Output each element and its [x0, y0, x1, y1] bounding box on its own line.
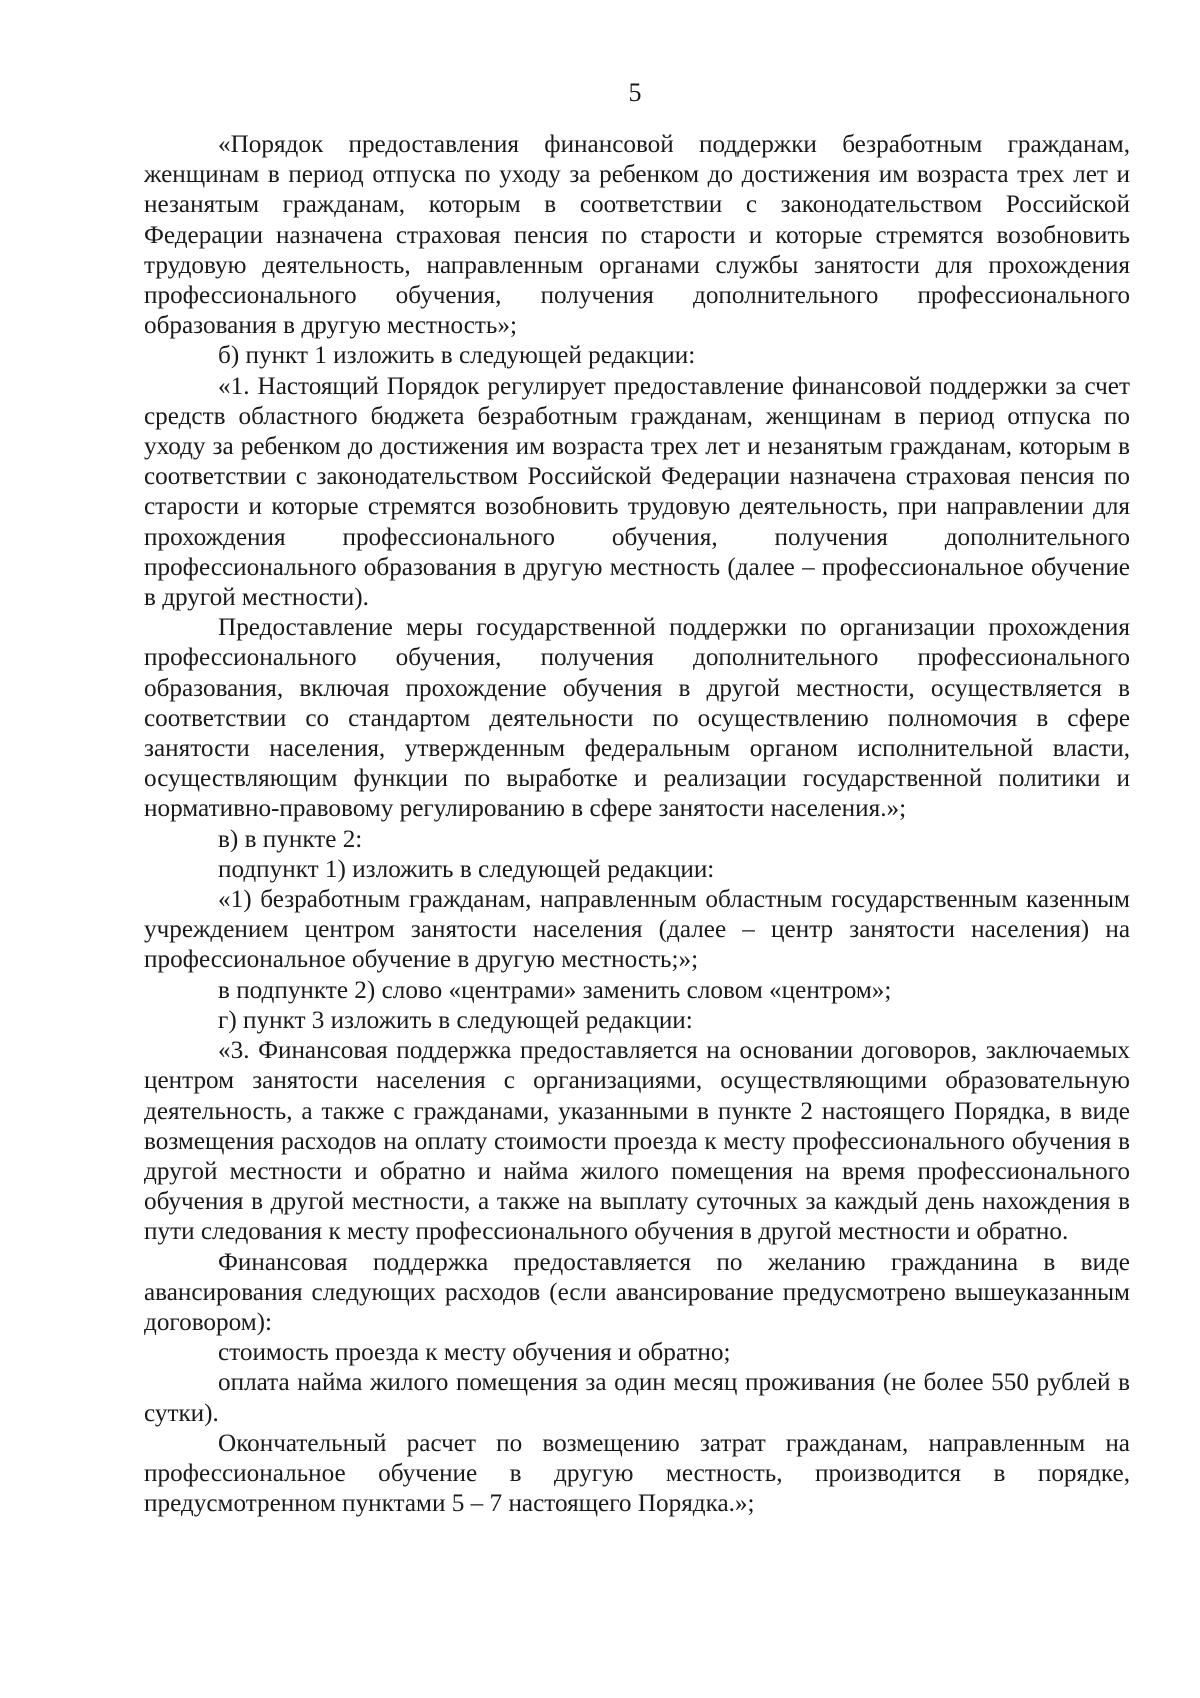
paragraph: б) пункт 1 изложить в следующей редакции:: [218, 342, 696, 370]
paragraph: «3. Финансовая поддержка предоставляется на основании договоров, заключаемых центром занятости населения с организациями, осуществляющими образовательную деятельность, а также с гражданами, указанными в пункте 2 настоящего Порядка, в виде возмещения расходов на оплату стоимости проезда к месту профессионального обучения в другой местности и обратно и найма жилого помещения на время профессионального обучения в другой местности, а также на выплату суточных за каждый день нахождения в пути следования к месту профессионального обучения в другой местности и обратно.: [144, 1037, 1130, 1246]
paragraph: «1. Настоящий Порядок регулирует предоставление финансовой поддержки за счет средств областного бюджета безработным гражданам, женщинам в период отпуска по уходу за ребенком до достижения им возраста трех лет и незанятым гражданам, которым в соответствии с законодательством Российской Федерации назначена страховая пенсия по старости и которые стремятся возобновить трудовую деятельность, при направлении для прохождения профессионального обучения, получения дополнительного профессионального образования в другую местность (далее – профессиональное обучение в другой местности).: [144, 372, 1130, 612]
paragraph: в) в пункте 2:: [218, 825, 363, 853]
paragraph: г) пункт 3 изложить в следующей редакции:: [218, 1006, 693, 1034]
paragraph: Финансовая поддержка предоставляется по желанию гражданина в виде авансирования следующих расходов (если авансирование предусмотрено вышеуказанным договором):: [144, 1248, 1130, 1336]
document-body: [144, 130, 1130, 1519]
paragraph: Окончательный расчет по возмещению затрат гражданам, направленным на профессиональное обучение в другую местность, производится в порядке, предусмотренном пунктами 5 – 7 настоящего Порядка.»;: [144, 1429, 1130, 1518]
paragraph: Предоставление меры государственной поддержки по организации прохождения профессионального обучения, получения дополнительного профессионального образования, включая прохождение обучения в другой местности, осуществляется в соответствии со стандартом деятельности по осуществлению полномочия в сфере занятости населения, утвержденным федеральным органом исполнительной власти, осуществляющим функции по выработке и реализации государственной политики и нормативно-правовому регулированию в сфере занятости населения.»;: [144, 614, 1130, 823]
paragraph: оплата найма жилого помещения за один месяц проживания (не более 550 рублей в сутки).: [144, 1369, 1130, 1427]
paragraph: «Порядок предоставления финансовой поддержки безработным гражданам, женщинам в период отпуска по уходу за ребенком до достижения им возраста трех лет и незанятым гражданам, которым в соответствии с законодательством Российской Федерации назначена страховая пенсия по старости и которые стремятся возобновить трудовую деятельность, направленным органами службы занятости для прохождения профессионального обучения, получения дополнительного профессионального образования в другую местность»;: [144, 131, 1130, 340]
page-number: 5: [628, 78, 642, 107]
paragraph: в подпункте 2) слово «центрами» заменить словом «центром»;: [218, 976, 892, 1004]
paragraph: «1) безработным гражданам, направленным областным государственным казенным учреждением центром занятости населения (далее – центр занятости населения) на профессиональное обучение в другую местность;»;: [144, 886, 1130, 974]
paragraph: подпункт 1) изложить в следующей редакции:: [218, 855, 715, 883]
paragraph: стоимость проезда к месту обучения и обратно;: [218, 1339, 731, 1367]
